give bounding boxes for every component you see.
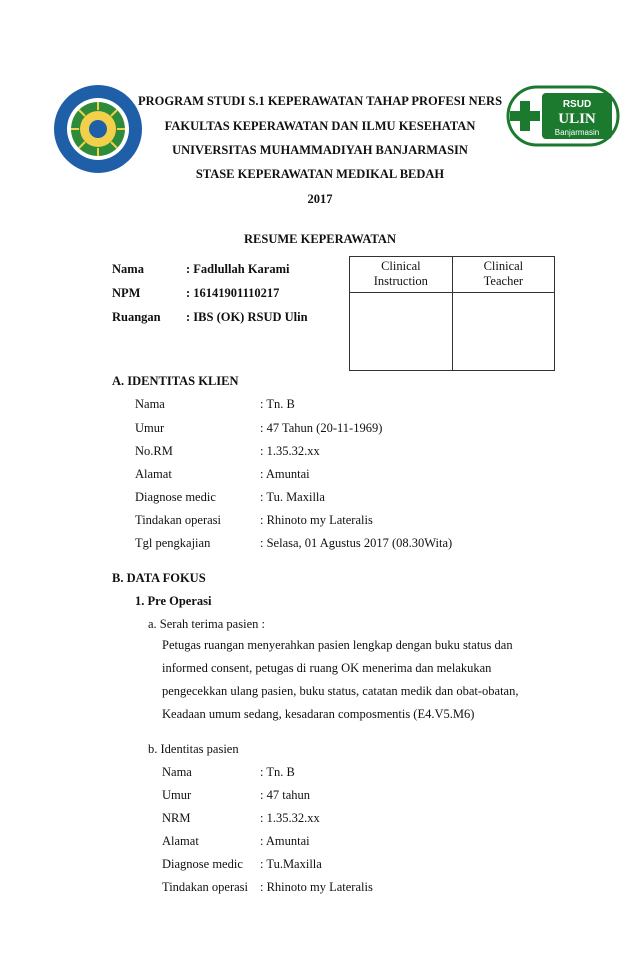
klien-value: : Tu. Maxilla [260, 490, 325, 504]
klien-label: Umur [135, 421, 165, 435]
pasien-label: NRM [162, 811, 191, 825]
pasien-value: : Tn. B [260, 765, 295, 779]
clinical-teacher-signature-cell [452, 293, 554, 371]
student-room-label: Ruangan [112, 310, 161, 324]
rsud-logo-line1: RSUD [562, 99, 592, 110]
paragraph-line: informed consent, petugas di ruang OK menerima dan melakukan [162, 661, 492, 675]
klien-label: Alamat [135, 467, 172, 481]
klien-label: Tgl pengkajian [135, 536, 211, 550]
header-line-3: UNIVERSITAS MUHAMMADIYAH BANJARMASIN [172, 143, 468, 157]
student-room-value: : IBS (OK) RSUD Ulin [186, 310, 308, 324]
clinical-instruction-header: Clinical Instruction [350, 257, 453, 293]
pasien-label: Nama [162, 765, 192, 779]
klien-value: : Rhinoto my Lateralis [260, 513, 373, 527]
rsud-logo-line3: Banjarmasin [554, 128, 600, 137]
paragraph-line: pengecekkan ulang pasien, buku status, catatan medik dan obat-obatan, [162, 684, 519, 698]
pasien-value: : 47 tahun [260, 788, 310, 802]
pre-operasi-heading: 1. Pre Operasi [135, 594, 212, 608]
section-a-heading: A. IDENTITAS KLIEN [112, 374, 239, 388]
student-npm-value: : 16141901110217 [186, 286, 280, 300]
pasien-value: : 1.35.32.xx [260, 811, 320, 825]
clinical-instruction-signature-cell [350, 293, 453, 371]
pasien-value: : Amuntai [260, 834, 310, 848]
student-npm-label: NPM [112, 286, 141, 300]
student-name-value: : Fadlullah Karami [186, 262, 290, 276]
paragraph-line: Petugas ruangan menyerahkan pasien lengkap dengan buku status dan [162, 638, 513, 652]
pasien-label: Tindakan operasi [162, 880, 248, 894]
klien-label: Diagnose medic [135, 490, 216, 504]
pasien-label: Diagnose medic [162, 857, 243, 871]
header-line-5: 2017 [307, 192, 333, 206]
pasien-label: Umur [162, 788, 192, 802]
clinical-teacher-header: Clinical Teacher [452, 257, 554, 293]
klien-label: Nama [135, 397, 165, 411]
header-line-4: STASE KEPERAWATAN MEDIKAL BEDAH [195, 167, 445, 181]
header-line-2: FAKULTAS KEPERAWATAN DAN ILMU KESEHATAN [164, 119, 476, 133]
pasien-value: : Tu.Maxilla [260, 857, 322, 871]
klien-value: : Amuntai [260, 467, 310, 481]
klien-label: Tindakan operasi [135, 513, 221, 527]
rsud-logo-line2: ULIN [558, 111, 596, 127]
student-name-label: Nama [112, 262, 144, 276]
klien-value: : Selasa, 01 Agustus 2017 (08.30Wita) [260, 536, 453, 550]
identitas-pasien-title: b. Identitas pasien [148, 742, 239, 756]
pasien-label: Alamat [162, 834, 199, 848]
klien-value: : Tn. B [260, 397, 295, 411]
pasien-value: : Rhinoto my Lateralis [260, 880, 373, 894]
klien-value: : 1.35.32.xx [260, 444, 320, 458]
section-b-heading: B. DATA FOKUS [112, 571, 206, 585]
paragraph-line: Keadaan umum sedang, kesadaran composmentis (E4.V5.M6) [162, 707, 475, 721]
klien-label: No.RM [135, 444, 173, 458]
serah-terima-title: a. Serah terima pasien : [148, 617, 265, 631]
klien-value: : 47 Tahun (20-11-1969) [260, 421, 383, 435]
signature-table [349, 256, 555, 371]
document-title: RESUME KEPERAWATAN [244, 232, 396, 246]
header-line-1: PROGRAM STUDI S.1 KEPERAWATAN TAHAP PROFESI NERS [137, 94, 503, 108]
serah-terima-paragraph [162, 634, 549, 726]
